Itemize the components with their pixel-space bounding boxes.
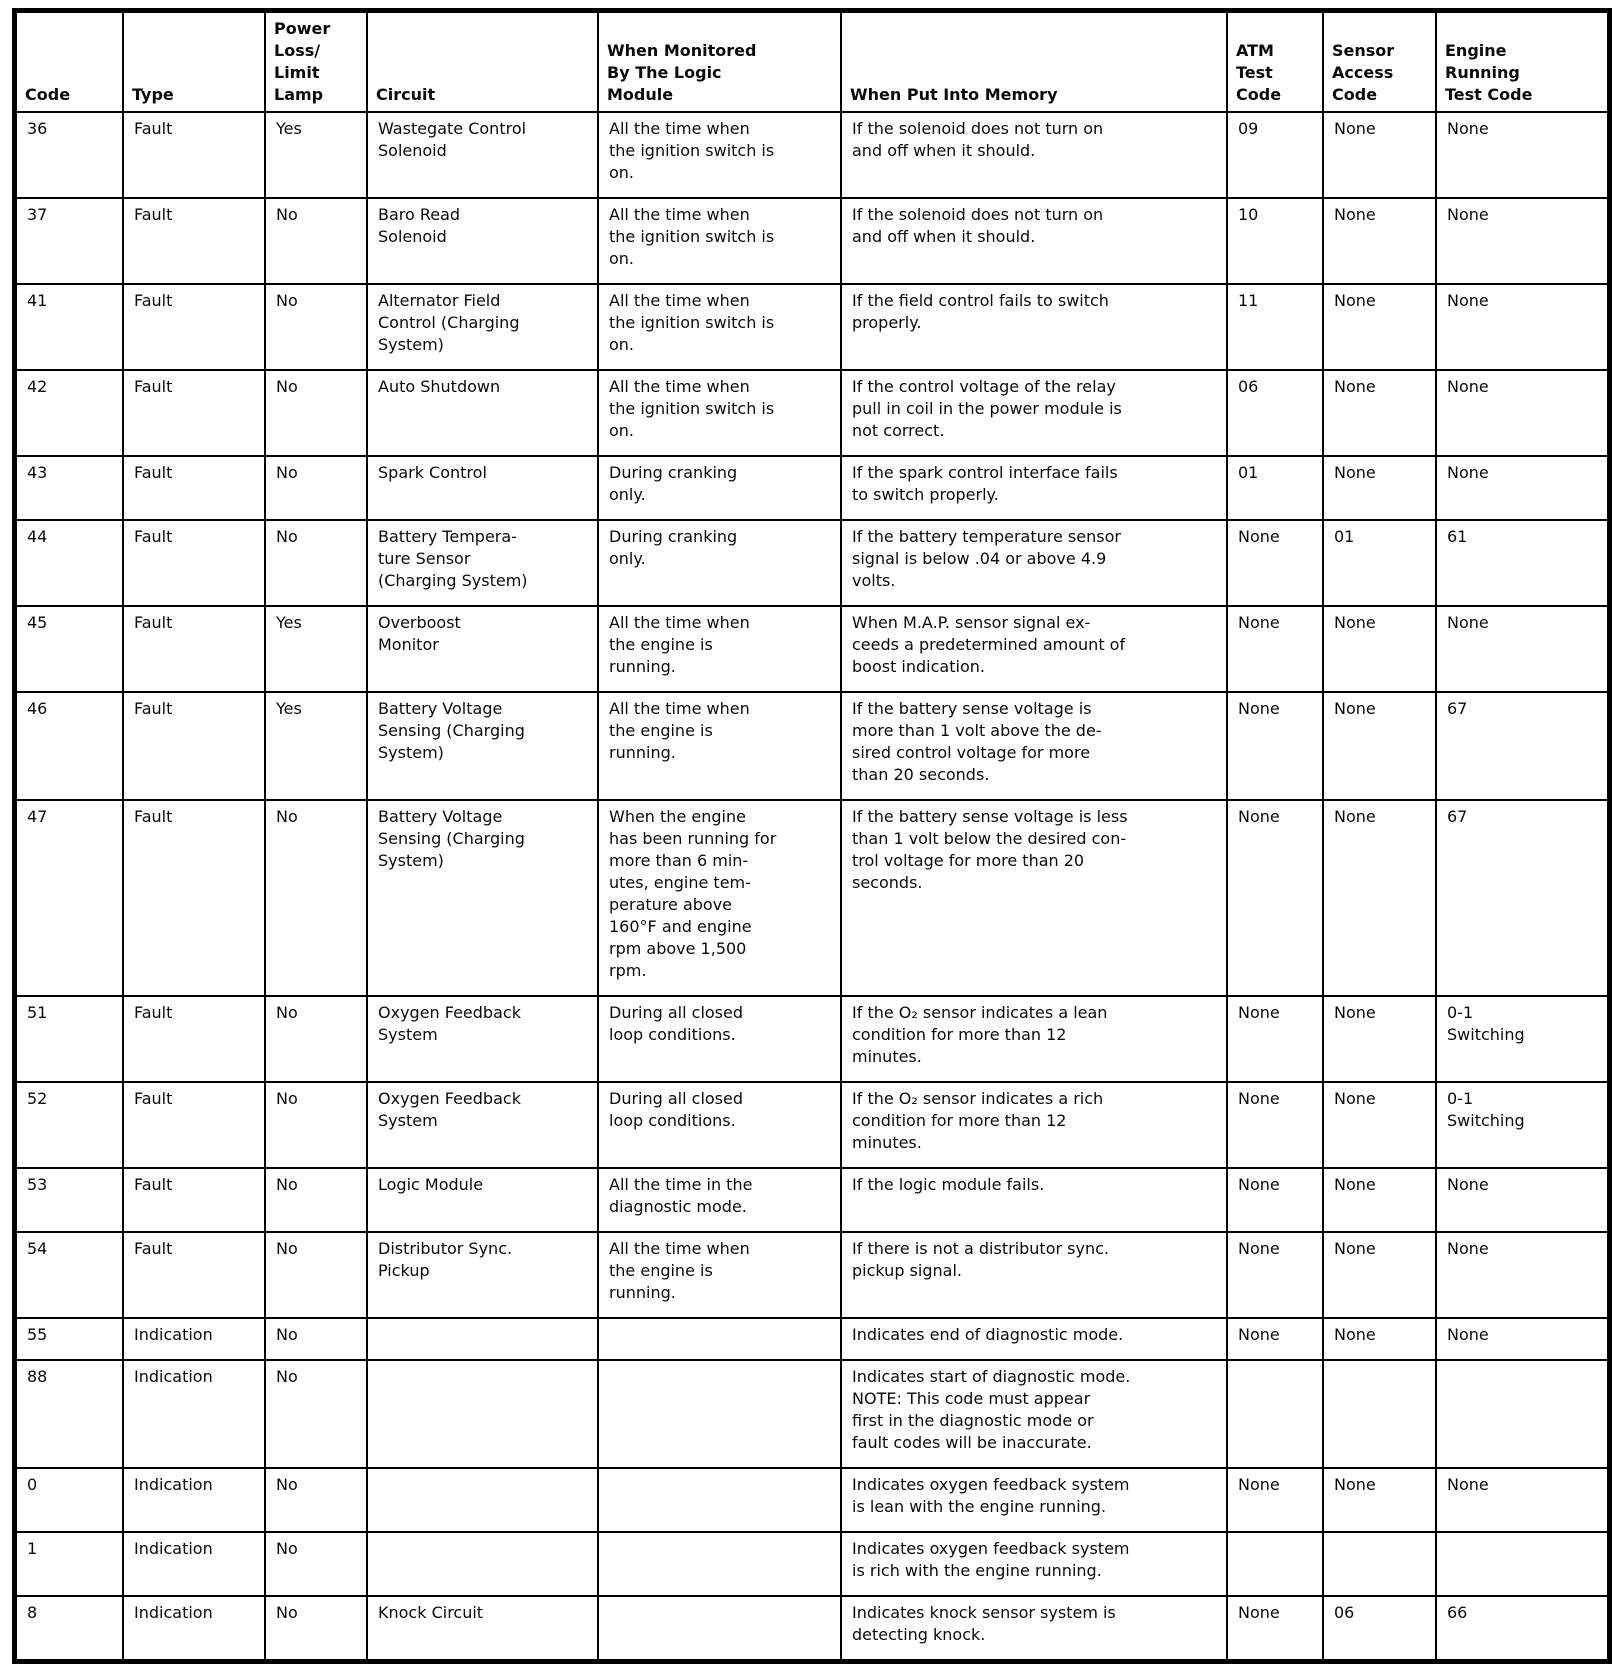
col-header-monitored: When Monitored By The Logic Module (598, 11, 841, 113)
cell-memory: If the battery temperature sensor signal is below .04 or above 4.9 volts. (841, 520, 1227, 606)
cell-circuit: Battery Tempera- ture Sensor (Charging System) (367, 520, 598, 606)
cell-type: Fault (123, 606, 265, 692)
cell-power: No (265, 1082, 367, 1168)
cell-atm: 10 (1227, 198, 1323, 284)
cell-circuit: Baro Read Solenoid (367, 198, 598, 284)
cell-sensor (1323, 1360, 1436, 1468)
cell-type: Indication (123, 1468, 265, 1532)
cell-power: No (265, 370, 367, 456)
cell-memory: If the logic module fails. (841, 1168, 1227, 1232)
table-row (15, 520, 1610, 606)
cell-atm: None (1227, 1596, 1323, 1662)
cell-power: No (265, 1168, 367, 1232)
cell-memory: If the control voltage of the relay pull in coil in the power module is not correct. (841, 370, 1227, 456)
cell-power: No (265, 1360, 367, 1468)
table-row (15, 198, 1610, 284)
cell-type: Fault (123, 1232, 265, 1318)
table-header (15, 11, 1610, 113)
cell-type: Fault (123, 456, 265, 520)
cell-monitored: During all closed loop conditions. (598, 996, 841, 1082)
cell-monitored: During cranking only. (598, 456, 841, 520)
cell-sensor (1323, 1532, 1436, 1596)
cell-atm: None (1227, 800, 1323, 996)
cell-sensor: None (1323, 1082, 1436, 1168)
cell-sensor: None (1323, 1318, 1436, 1360)
cell-sensor: None (1323, 198, 1436, 284)
table-row (15, 370, 1610, 456)
cell-code: 46 (15, 692, 124, 800)
cell-sensor: None (1323, 606, 1436, 692)
cell-code: 47 (15, 800, 124, 996)
cell-monitored (598, 1318, 841, 1360)
cell-engine: None (1436, 456, 1610, 520)
table-row (15, 1468, 1610, 1532)
cell-engine: 0-1 Switching (1436, 1082, 1610, 1168)
cell-atm: None (1227, 1318, 1323, 1360)
cell-sensor: None (1323, 370, 1436, 456)
cell-monitored (598, 1596, 841, 1662)
cell-type: Fault (123, 692, 265, 800)
cell-sensor: None (1323, 456, 1436, 520)
cell-atm: None (1227, 520, 1323, 606)
cell-monitored (598, 1360, 841, 1468)
cell-code: 42 (15, 370, 124, 456)
cell-power: Yes (265, 606, 367, 692)
cell-type: Indication (123, 1360, 265, 1468)
cell-monitored: All the time when the ignition switch is on. (598, 370, 841, 456)
cell-circuit: Alternator Field Control (Charging System) (367, 284, 598, 370)
cell-circuit: Battery Voltage Sensing (Charging System) (367, 800, 598, 996)
cell-code: 0 (15, 1468, 124, 1532)
table-row (15, 1360, 1610, 1468)
cell-engine: None (1436, 370, 1610, 456)
cell-code: 55 (15, 1318, 124, 1360)
cell-atm (1227, 1360, 1323, 1468)
cell-code: 52 (15, 1082, 124, 1168)
cell-atm: 09 (1227, 112, 1323, 198)
col-header-sensor: Sensor Access Code (1323, 11, 1436, 113)
cell-atm: None (1227, 1468, 1323, 1532)
cell-engine: None (1436, 1468, 1610, 1532)
cell-atm (1227, 1532, 1323, 1596)
cell-engine: 67 (1436, 800, 1610, 996)
cell-memory: If there is not a distributor sync. pickup signal. (841, 1232, 1227, 1318)
table-row (15, 800, 1610, 996)
cell-circuit: Knock Circuit (367, 1596, 598, 1662)
cell-monitored: All the time when the ignition switch is on. (598, 198, 841, 284)
cell-memory: When M.A.P. sensor signal ex- ceeds a predetermined amount of boost indication. (841, 606, 1227, 692)
col-header-atm: ATM Test Code (1227, 11, 1323, 113)
cell-engine (1436, 1532, 1610, 1596)
cell-sensor: None (1323, 800, 1436, 996)
cell-circuit: Auto Shutdown (367, 370, 598, 456)
cell-code: 36 (15, 112, 124, 198)
cell-memory: Indicates start of diagnostic mode. NOTE: This code must appear first in the diagnostic mode or fault codes will be inaccurate. (841, 1360, 1227, 1468)
cell-monitored: All the time when the engine is running. (598, 692, 841, 800)
cell-monitored: All the time when the ignition switch is on. (598, 284, 841, 370)
col-header-type: Type (123, 11, 265, 113)
cell-type: Fault (123, 198, 265, 284)
cell-circuit (367, 1360, 598, 1468)
cell-memory: If the battery sense voltage is less than 1 volt below the desired con- trol voltage for more than 20 seconds. (841, 800, 1227, 996)
cell-monitored: During all closed loop conditions. (598, 1082, 841, 1168)
cell-memory: Indicates end of diagnostic mode. (841, 1318, 1227, 1360)
cell-monitored: When the engine has been running for more than 6 min- utes, engine tem- perature above 160°F and engine rpm above 1,500 rpm. (598, 800, 841, 996)
cell-circuit: Logic Module (367, 1168, 598, 1232)
cell-code: 44 (15, 520, 124, 606)
cell-type: Fault (123, 284, 265, 370)
cell-power: No (265, 1318, 367, 1360)
cell-memory: Indicates knock sensor system is detecting knock. (841, 1596, 1227, 1662)
cell-power: Yes (265, 112, 367, 198)
col-header-memory: When Put Into Memory (841, 11, 1227, 113)
cell-type: Indication (123, 1318, 265, 1360)
cell-sensor: None (1323, 112, 1436, 198)
table-row (15, 1232, 1610, 1318)
cell-circuit (367, 1468, 598, 1532)
col-header-power: Power Loss/ Limit Lamp (265, 11, 367, 113)
cell-monitored: All the time when the ignition switch is on. (598, 112, 841, 198)
cell-monitored: All the time when the engine is running. (598, 606, 841, 692)
col-header-engine: Engine Running Test Code (1436, 11, 1610, 113)
cell-power: No (265, 1468, 367, 1532)
cell-power: No (265, 1232, 367, 1318)
cell-atm: 01 (1227, 456, 1323, 520)
cell-type: Indication (123, 1596, 265, 1662)
cell-memory: Indicates oxygen feedback system is lean with the engine running. (841, 1468, 1227, 1532)
cell-engine: None (1436, 198, 1610, 284)
cell-power: No (265, 456, 367, 520)
cell-type: Fault (123, 520, 265, 606)
cell-monitored (598, 1532, 841, 1596)
table-row (15, 1168, 1610, 1232)
cell-engine (1436, 1360, 1610, 1468)
cell-memory: If the solenoid does not turn on and off when it should. (841, 198, 1227, 284)
col-header-circuit: Circuit (367, 11, 598, 113)
cell-power: No (265, 198, 367, 284)
cell-engine: None (1436, 1318, 1610, 1360)
cell-type: Fault (123, 1168, 265, 1232)
table-row (15, 1318, 1610, 1360)
table-body (15, 112, 1610, 1662)
cell-atm: None (1227, 1168, 1323, 1232)
cell-sensor: None (1323, 1468, 1436, 1532)
cell-sensor: 01 (1323, 520, 1436, 606)
cell-engine: 61 (1436, 520, 1610, 606)
cell-engine: None (1436, 606, 1610, 692)
cell-code: 43 (15, 456, 124, 520)
cell-sensor: None (1323, 692, 1436, 800)
cell-engine: 66 (1436, 1596, 1610, 1662)
cell-sensor: None (1323, 1232, 1436, 1318)
cell-atm: None (1227, 1082, 1323, 1168)
cell-memory: If the O₂ sensor indicates a rich condition for more than 12 minutes. (841, 1082, 1227, 1168)
cell-engine: None (1436, 284, 1610, 370)
cell-code: 37 (15, 198, 124, 284)
cell-memory: If the spark control interface fails to switch properly. (841, 456, 1227, 520)
cell-sensor: None (1323, 996, 1436, 1082)
cell-circuit: Battery Voltage Sensing (Charging System) (367, 692, 598, 800)
table-row (15, 996, 1610, 1082)
cell-code: 51 (15, 996, 124, 1082)
cell-circuit: Oxygen Feedback System (367, 996, 598, 1082)
cell-atm: None (1227, 692, 1323, 800)
cell-atm: None (1227, 606, 1323, 692)
table-row (15, 1082, 1610, 1168)
cell-monitored: All the time when the engine is running. (598, 1232, 841, 1318)
cell-power: No (265, 996, 367, 1082)
table-row (15, 284, 1610, 370)
cell-power: No (265, 520, 367, 606)
cell-power: No (265, 1532, 367, 1596)
cell-sensor: None (1323, 1168, 1436, 1232)
cell-atm: None (1227, 996, 1323, 1082)
cell-monitored: During cranking only. (598, 520, 841, 606)
cell-code: 41 (15, 284, 124, 370)
cell-circuit: Spark Control (367, 456, 598, 520)
cell-memory: If the field control fails to switch properly. (841, 284, 1227, 370)
cell-type: Fault (123, 996, 265, 1082)
table-row (15, 606, 1610, 692)
cell-atm: None (1227, 1232, 1323, 1318)
table-row (15, 1532, 1610, 1596)
cell-monitored: All the time in the diagnostic mode. (598, 1168, 841, 1232)
cell-code: 88 (15, 1360, 124, 1468)
cell-type: Fault (123, 800, 265, 996)
cell-atm: 06 (1227, 370, 1323, 456)
cell-circuit: Distributor Sync. Pickup (367, 1232, 598, 1318)
cell-circuit (367, 1318, 598, 1360)
cell-type: Fault (123, 112, 265, 198)
cell-type: Indication (123, 1532, 265, 1596)
cell-memory: If the battery sense voltage is more than 1 volt above the de- sired control voltage for more than 20 seconds. (841, 692, 1227, 800)
table-row (15, 692, 1610, 800)
cell-engine: None (1436, 112, 1610, 198)
table-row (15, 112, 1610, 198)
cell-atm: 11 (1227, 284, 1323, 370)
cell-power: No (265, 800, 367, 996)
cell-code: 8 (15, 1596, 124, 1662)
cell-circuit: Overboost Monitor (367, 606, 598, 692)
cell-circuit (367, 1532, 598, 1596)
cell-power: No (265, 1596, 367, 1662)
cell-code: 53 (15, 1168, 124, 1232)
cell-engine: None (1436, 1168, 1610, 1232)
cell-monitored (598, 1468, 841, 1532)
cell-memory: Indicates oxygen feedback system is rich with the engine running. (841, 1532, 1227, 1596)
cell-circuit: Wastegate Control Solenoid (367, 112, 598, 198)
table-row (15, 456, 1610, 520)
cell-type: Fault (123, 1082, 265, 1168)
cell-type: Fault (123, 370, 265, 456)
cell-power: No (265, 284, 367, 370)
header-row (15, 11, 1610, 113)
cell-engine: 0-1 Switching (1436, 996, 1610, 1082)
col-header-code: Code (15, 11, 124, 113)
cell-engine: 67 (1436, 692, 1610, 800)
cell-engine: None (1436, 1232, 1610, 1318)
cell-circuit: Oxygen Feedback System (367, 1082, 598, 1168)
cell-power: Yes (265, 692, 367, 800)
cell-sensor: 06 (1323, 1596, 1436, 1662)
cell-sensor: None (1323, 284, 1436, 370)
cell-code: 1 (15, 1532, 124, 1596)
cell-code: 54 (15, 1232, 124, 1318)
table-row (15, 1596, 1610, 1662)
cell-memory: If the O₂ sensor indicates a lean condition for more than 12 minutes. (841, 996, 1227, 1082)
cell-memory: If the solenoid does not turn on and off when it should. (841, 112, 1227, 198)
cell-code: 45 (15, 606, 124, 692)
diagnostic-table (12, 8, 1612, 1664)
